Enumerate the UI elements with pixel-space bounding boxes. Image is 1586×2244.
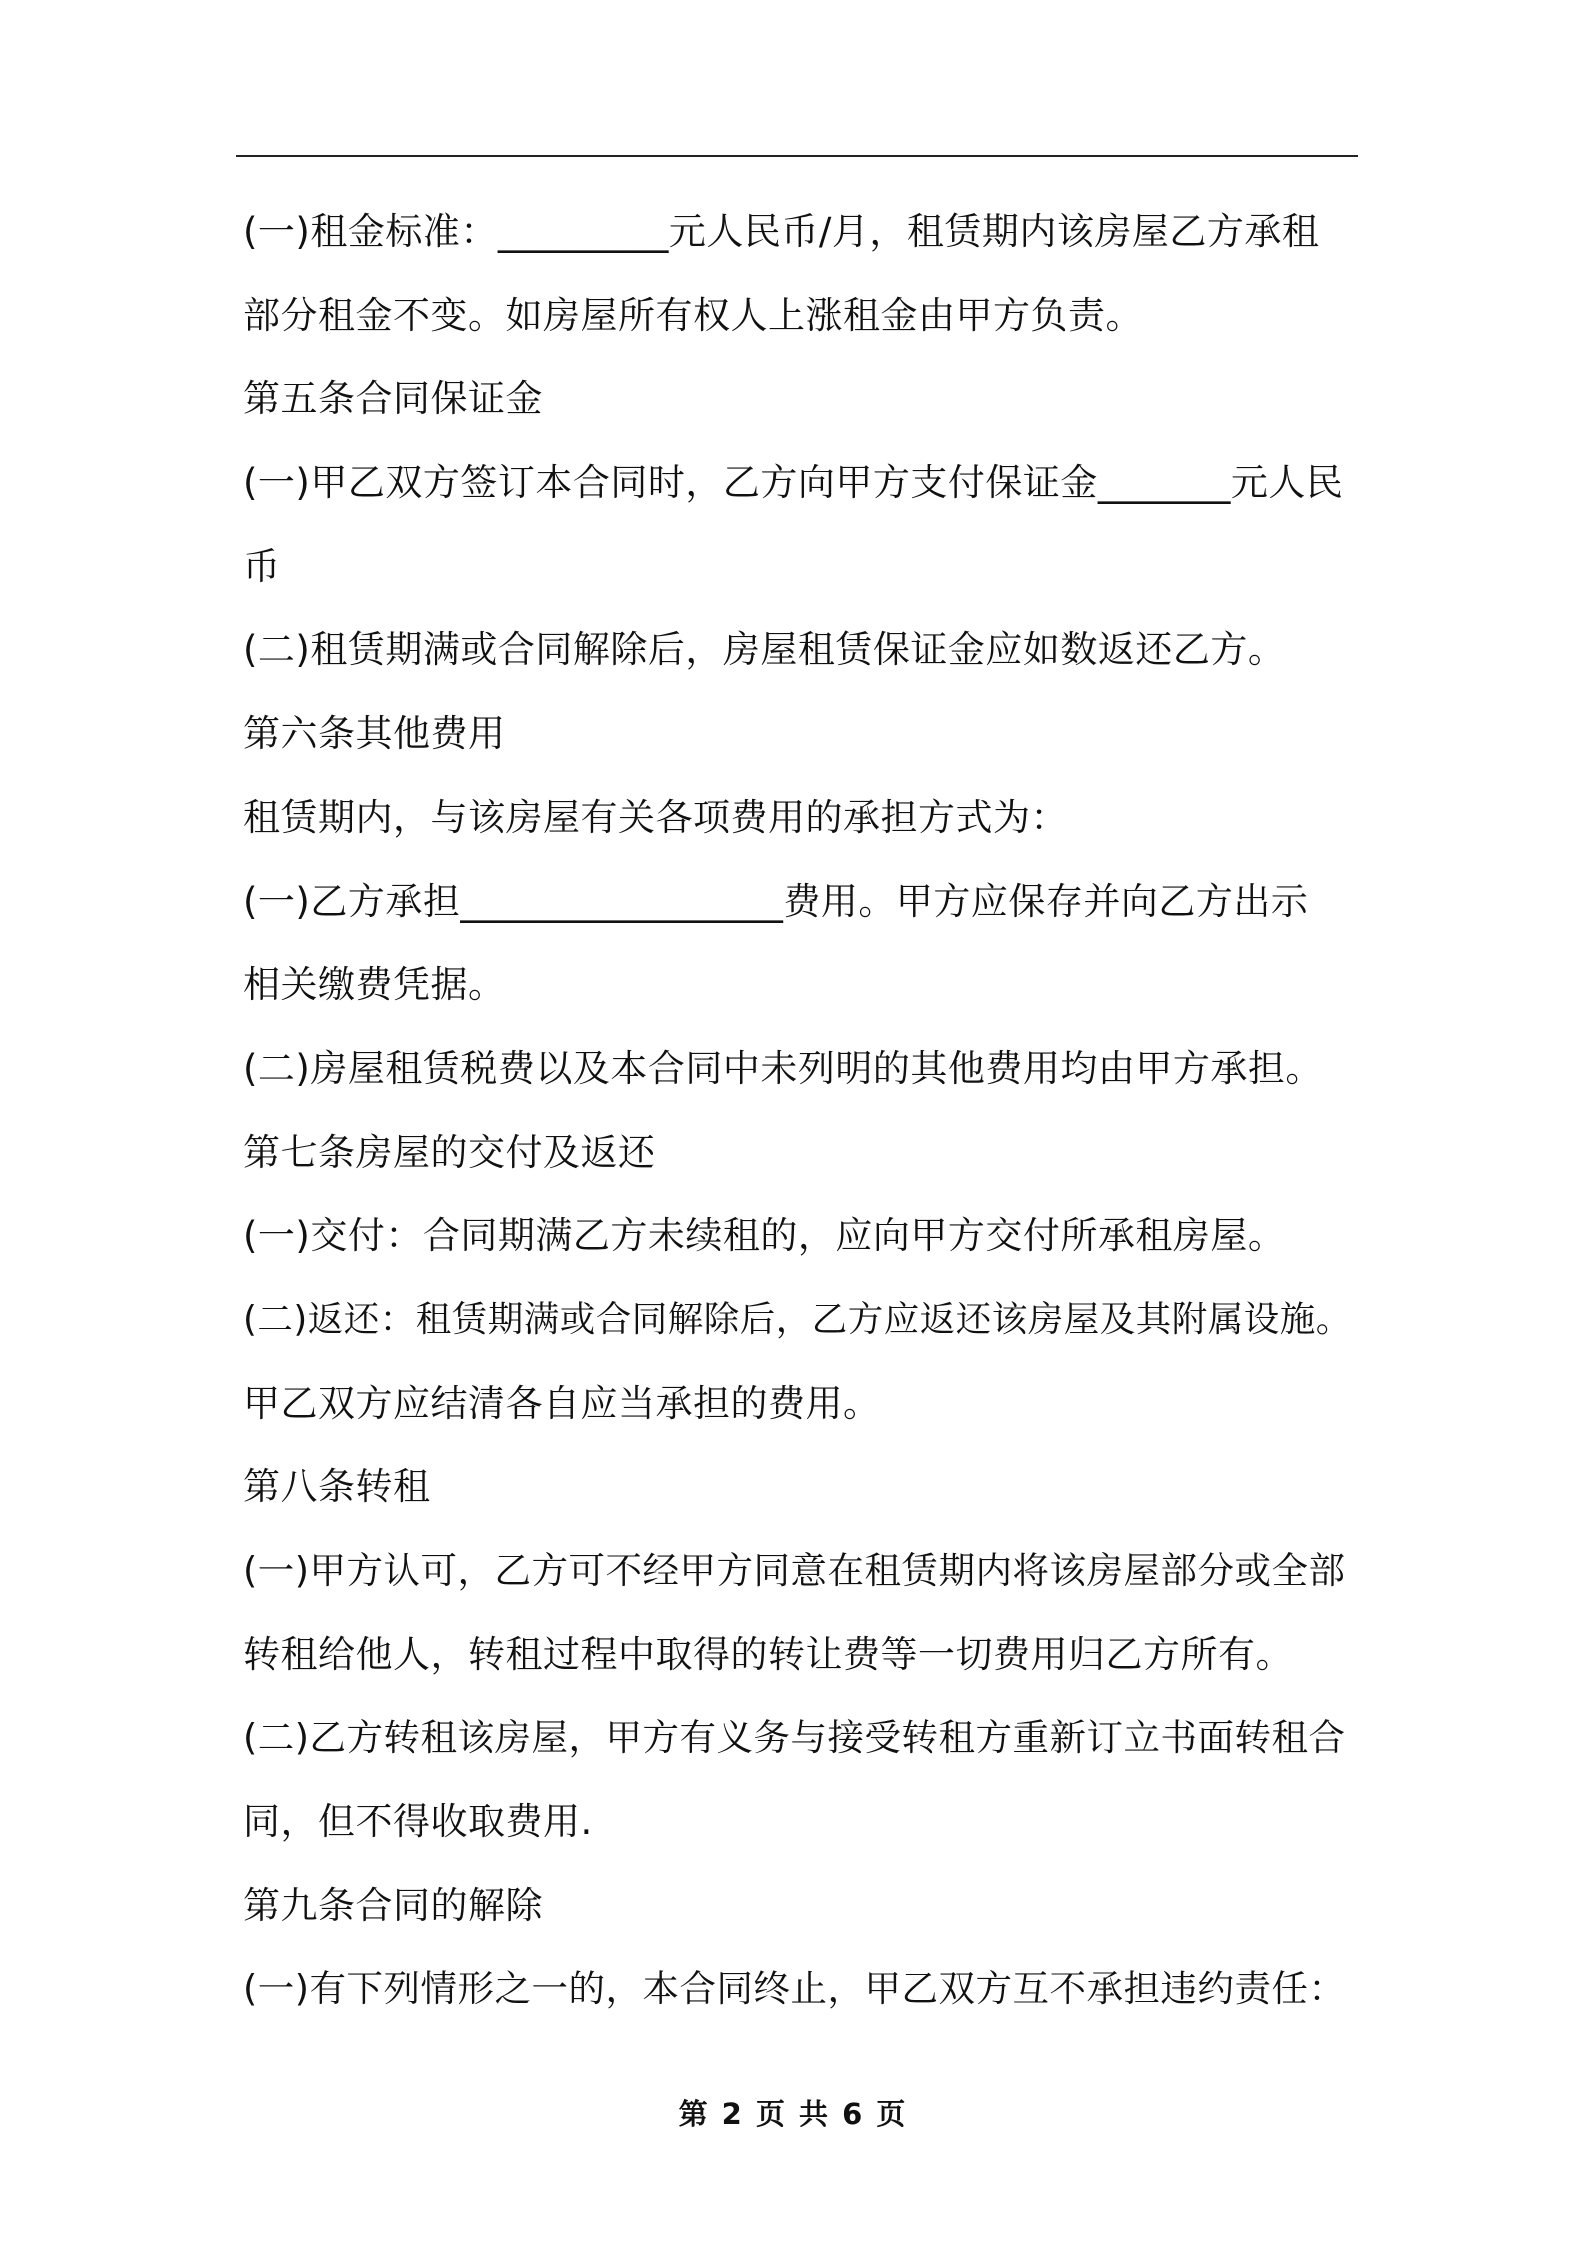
text-line: (二)返还：租赁期满或合同解除后，乙方应返还该房屋及其附属设施。 <box>243 1298 1352 1340</box>
text-line: 相关缴费凭据。 <box>243 963 506 1007</box>
text-line: (一)甲乙双方签订本合同时，乙方向甲方支付保证金_______元人民 <box>243 461 1344 505</box>
text-line: (一)有下列情形之一的，本合同终止，甲乙双方互不承担违约责任： <box>243 1967 1346 2011</box>
text-line: 币 <box>243 544 281 588</box>
section-heading: 第八条转租 <box>243 1465 431 1509</box>
text-line: (一)甲方认可，乙方可不经甲方同意在租赁期内将该房屋部分或全部 <box>243 1549 1346 1592</box>
text-line: (一)乙方承担_________________费用。甲方应保存并向乙方出示 <box>243 879 1309 923</box>
text-line: 部分租金不变。如房屋所有权人上涨租金由甲方负责。 <box>243 293 1143 337</box>
text-line: 同，但不得收取费用. <box>243 1800 593 1844</box>
header-divider <box>236 155 1358 157</box>
section-heading: 第七条房屋的交付及返还 <box>243 1130 656 1174</box>
text-line: 甲乙双方应结清各自应当承担的费用。 <box>243 1381 881 1425</box>
text-line: (二)租赁期满或合同解除后，房屋租赁保证金应如数返还乙方。 <box>243 628 1286 672</box>
section-heading: 第五条合同保证金 <box>243 377 543 421</box>
section-heading: 第九条合同的解除 <box>243 1883 543 1927</box>
text-line: 转租给他人，转租过程中取得的转让费等一切费用归乙方所有。 <box>243 1632 1293 1676</box>
text-line: (一)租金标准：_________元人民币/月，租赁期内该房屋乙方承租 <box>243 210 1320 253</box>
text-line: (一)交付：合同期满乙方未续租的，应向甲方交付所承租房屋。 <box>243 1214 1286 1258</box>
text-line: 租赁期内，与该房屋有关各项费用的承担方式为： <box>243 795 1068 839</box>
contract-body <box>243 190 1358 2031</box>
text-line: (二)乙方转租该房屋，甲方有义务与接受转租方重新订立书面转租合 <box>243 1716 1346 1760</box>
text-line: (二)房屋租赁税费以及本合同中未列明的其他费用均由甲方承担。 <box>243 1046 1323 1090</box>
section-heading: 第六条其他费用 <box>243 712 506 756</box>
page-number: 第 2 页 共 6 页 <box>678 2097 908 2131</box>
